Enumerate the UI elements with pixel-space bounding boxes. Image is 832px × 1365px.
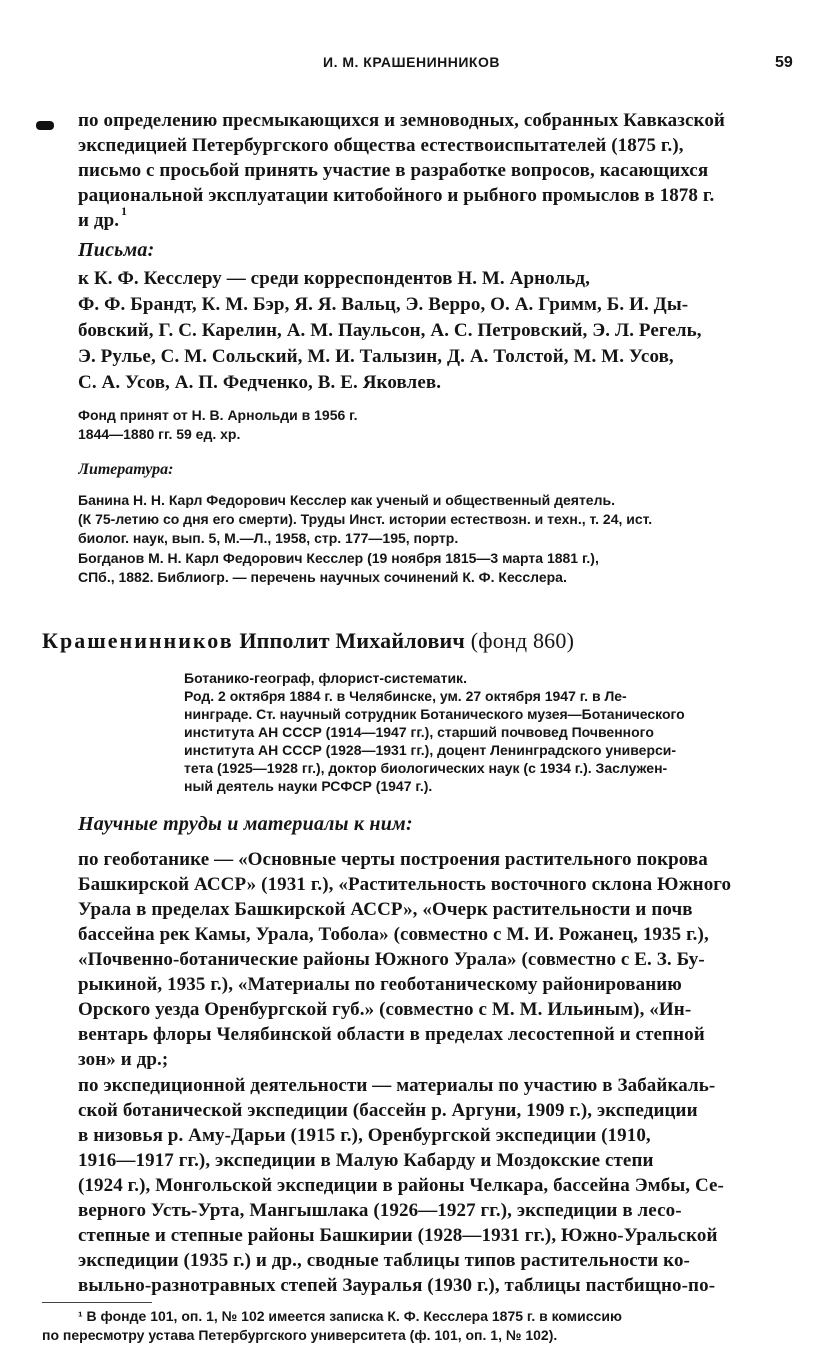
smudge-mark <box>36 121 54 130</box>
letters-heading: Письма: <box>78 239 155 261</box>
works-line: выльно-разнотравных степей Зауралья (1930 г.), таблицы пастбищно-по- <box>78 1275 716 1296</box>
entry-surname: Крашенинников <box>42 628 234 653</box>
works-line: верного Усть-Урта, Мангышлака (1926—1927 гг.), экспедиции в лесо- <box>78 1200 682 1221</box>
works-line: (1924 г.), Монгольской экспедиции в районы Челкара, бассейна Эмбы, Се- <box>78 1175 724 1196</box>
works-line: экспедиции (1935 г.) и др., сводные таблицы типов растительности ко- <box>78 1250 690 1271</box>
entry-fund-number: (фонд 860) <box>470 628 575 653</box>
works-line: в низовья р. Аму-Дарьи (1915 г.), Оренбургской экспедиции (1910, <box>78 1125 651 1146</box>
fund-line: Фонд принят от Н. В. Арнольди в 1956 г. <box>78 407 358 423</box>
works-line: зон» и др.; <box>78 1049 169 1070</box>
literature-line: (К 75-летию со дня его смерти). Труды Инст. истории естествозн. и техн., т. 24, ист. <box>78 511 653 527</box>
bio-line: тета (1925—1928 гг.), доктор биологических наук (с 1934 г.). Заслужен- <box>184 760 668 776</box>
works-line: 1916—1917 гг.), экспедиции в Малую Кабарду и Моздокские степи <box>78 1150 654 1171</box>
entry-heading <box>42 628 793 654</box>
bio-line: нинграде. Ст. научный сотрудник Ботанического музея—Ботанического <box>184 706 685 722</box>
entry-given-names: Ипполит Михайлович <box>239 628 466 653</box>
works-line: бассейна рек Камы, Урала, Тобола» (совместно с М. И. Рожанец, 1935 г.), <box>78 924 709 945</box>
fund-line: 1844—1880 гг. 59 ед. хр. <box>78 426 241 442</box>
footnote-reference: 1 <box>121 204 127 218</box>
literature-line: Банина Н. Н. Карл Федорович Кесслер как ученый и общественный деятель. <box>78 492 615 508</box>
prev-entry-line: по определению пресмыкающихся и земноводных, собранных Кавказской <box>78 110 725 131</box>
works-line: по экспедиционной деятельности — материалы по участию в Забайкаль- <box>78 1075 716 1096</box>
footnote-divider <box>42 1302 152 1303</box>
works-line: Урала в пределах Башкирской АССР», «Очерк растительности и почв <box>78 899 693 920</box>
bio-line: института АН СССР (1928—1931 гг.), доцент Ленинградского универси- <box>184 742 677 758</box>
footnote-line: ¹ В фонде 101, оп. 1, № 102 имеется записка К. Ф. Кесслера 1875 г. в комиссию <box>78 1308 622 1324</box>
page-number: 59 <box>775 54 793 71</box>
works-heading: Научные труды и материалы к ним: <box>78 813 413 835</box>
works-line: Орского уезда Оренбургской губ.» (совместно с М. М. Ильиным), «Ин- <box>78 999 692 1020</box>
works-line: ской ботанической экспедиции (бассейн р. Аргуни, 1909 г.), экспедиции <box>78 1100 698 1121</box>
letters-line: к К. Ф. Кесслеру — среди корреспондентов Н. М. Арнольд, <box>78 268 590 289</box>
letters-line: С. А. Усов, А. П. Федченко, В. Е. Яковлев. <box>78 372 442 393</box>
literature-line: биолог. наук, вып. 5, М.—Л., 1958, стр. 177—195, портр. <box>78 530 459 546</box>
bio-line: Род. 2 октября 1884 г. в Челябинске, ум. 27 октября 1947 г. в Ле- <box>184 688 627 704</box>
works-line: рыкиной, 1935 г.), «Материалы по геоботаническому районированию <box>78 974 682 995</box>
letters-line: Ф. Ф. Брандт, К. М. Бэр, Я. Я. Вальц, Э. Верро, О. А. Гримм, Б. И. Ды- <box>78 294 689 315</box>
prev-entry-line: и др. <box>78 210 120 231</box>
works-line: «Почвенно-ботанические районы Южного Урала» (совместно с Е. З. Бу- <box>78 949 705 970</box>
footnote-line: по пересмотру устава Петербургского университета (ф. 101, оп. 1, № 102). <box>42 1327 558 1343</box>
letters-line: бовский, Г. С. Карелин, А. М. Паульсон, А. С. Петровский, Э. Л. Регель, <box>78 320 702 341</box>
works-line: по геоботанике — «Основные черты построения растительного покрова <box>78 849 708 870</box>
works-line: Башкирской АССР» (1931 г.), «Растительность восточного склона Южного <box>78 874 732 895</box>
literature-line: СПб., 1882. Библиогр. — перечень научных сочинений К. Ф. Кесслера. <box>78 569 567 585</box>
bio-line: Ботанико-географ, флорист-систематик. <box>184 670 467 686</box>
bio-line: института АН СССР (1914—1947 гг.), старший почвовед Почвенного <box>184 724 654 740</box>
literature-line: Богданов М. Н. Карл Федорович Кесслер (19 ноября 1815—3 марта 1881 г.), <box>78 550 599 566</box>
works-line: степные и степные районы Башкирии (1928—1931 гг.), Южно-Уральской <box>78 1225 718 1246</box>
bio-line: ный деятель науки РСФСР (1947 г.). <box>184 778 433 794</box>
prev-entry-line: рациональной эксплуатации китобойного и рыбного промыслов в 1878 г. <box>78 185 715 206</box>
prev-entry-line: экспедицией Петербургского общества естествоиспытателей (1875 г.), <box>78 135 684 156</box>
prev-entry-line: письмо с просьбой принять участие в разработке вопросов, касающихся <box>78 160 709 181</box>
literature-heading: Литература: <box>78 461 174 478</box>
works-line: вентарь флоры Челябинской области в пределах лесостепной и степной <box>78 1024 705 1045</box>
letters-line: Э. Рулье, С. М. Сольский, М. И. Талызин, Д. А. Толстой, М. М. Усов, <box>78 346 674 367</box>
running-title: И. М. КРАШЕНИННИКОВ <box>323 54 500 70</box>
